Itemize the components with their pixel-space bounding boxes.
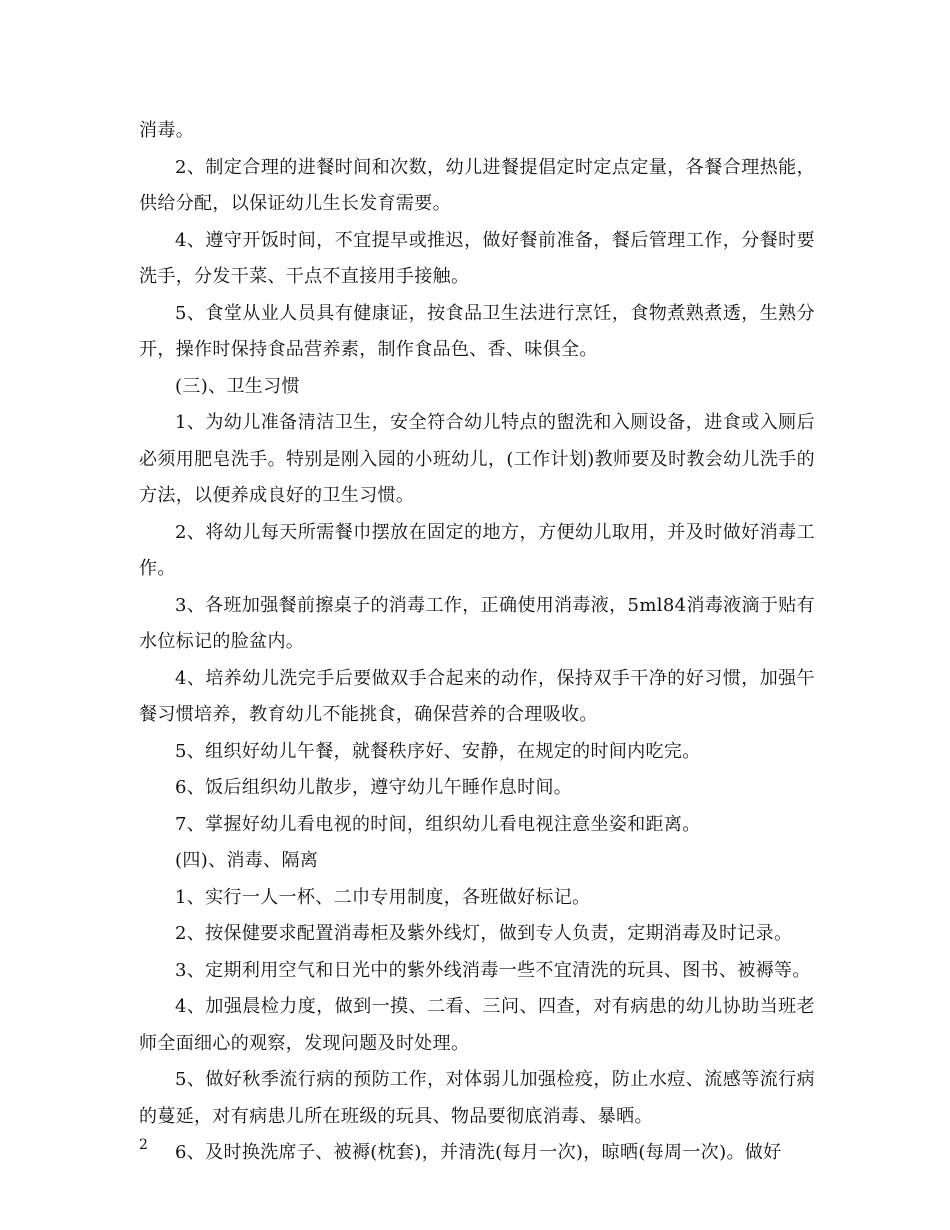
- document-body: [139, 113, 815, 1172]
- paragraph: 1、实行一人一杯、二巾专用制度，各班做好标记。: [175, 886, 591, 908]
- paragraph: 4、遵守开饭时间，不宜提早或推迟，做好餐前准备，餐后管理工作，分餐时要洗手，分发干菜、干点不直接用手接触。: [139, 229, 815, 287]
- paragraph: 5、组织好幼儿午餐，就餐秩序好、安静，在规定的时间内吃完。: [175, 740, 701, 762]
- paragraph: 6、及时换洗席子、被褥(枕套)，并清洗(每月一次)，晾晒(每周一次)。做好: [175, 1142, 782, 1163]
- section-heading: (四)、消毒、隔离: [175, 850, 319, 871]
- paragraph: 5、食堂从业人员具有健康证，按食品卫生法进行烹饪，食物煮熟煮透，生熟分开，操作时保持食品营养素，制作食品色、香、味俱全。: [139, 302, 815, 360]
- paragraph: 7、掌握好幼儿看电视的时间，组织幼儿看电视注意坐姿和距离。: [175, 813, 701, 835]
- paragraph: 2、按保健要求配置消毒柜及紫外线灯，做到专人负责，定期消毒及时记录。: [175, 923, 793, 944]
- paragraph: 4、培养幼儿洗完手后要做双手合起来的动作，保持双手干净的好习惯，加强午餐习惯培养，教育幼儿不能挑食，确保营养的合理吸收。: [139, 667, 815, 725]
- paragraph: 3、定期利用空气和日光中的紫外线消毒一些不宜清洗的玩具、图书、被褥等。: [175, 959, 811, 981]
- paragraph: 4、加强晨检力度，做到一摸、二看、三问、四查，对有病患的幼儿协助当班老师全面细心的观察，发现问题及时处理。: [139, 996, 815, 1054]
- paragraph: 6、饭后组织幼儿散步，遵守幼儿午睡作息时间。: [175, 777, 573, 798]
- paragraph: 消毒。: [139, 120, 195, 141]
- paragraph: 1、为幼儿准备清洁卫生，安全符合幼儿特点的盥洗和入厕设备，进食或入厕后必须用肥皂洗手。特别是刚入园的小班幼儿，(工作计划)教师要及时教会幼儿洗手的方法，以便养成良好的卫生习惯。: [139, 412, 815, 506]
- page-number: 2: [139, 1137, 148, 1153]
- paragraph: 5、做好秋季流行病的预防工作，对体弱儿加强检疫，防止水痘、流感等流行病的蔓延，对有病患儿所在班级的玩具、物品要彻底消毒、暴晒。: [139, 1069, 815, 1127]
- paragraph: 2、将幼儿每天所需餐巾摆放在固定的地方，方便幼儿取用，并及时做好消毒工作。: [139, 521, 815, 579]
- section-heading: (三)、卫生习惯: [175, 375, 300, 397]
- paragraph: 2、制定合理的进餐时间和次数，幼儿进餐提倡定时定点定量，各餐合理热能，供给分配，以保证幼儿生长发育需要。: [139, 156, 815, 214]
- paragraph: 3、各班加强餐前擦桌子的消毒工作，正确使用消毒液，5ml84消毒液滴于贴有水位标记的脸盆内。: [139, 594, 815, 652]
